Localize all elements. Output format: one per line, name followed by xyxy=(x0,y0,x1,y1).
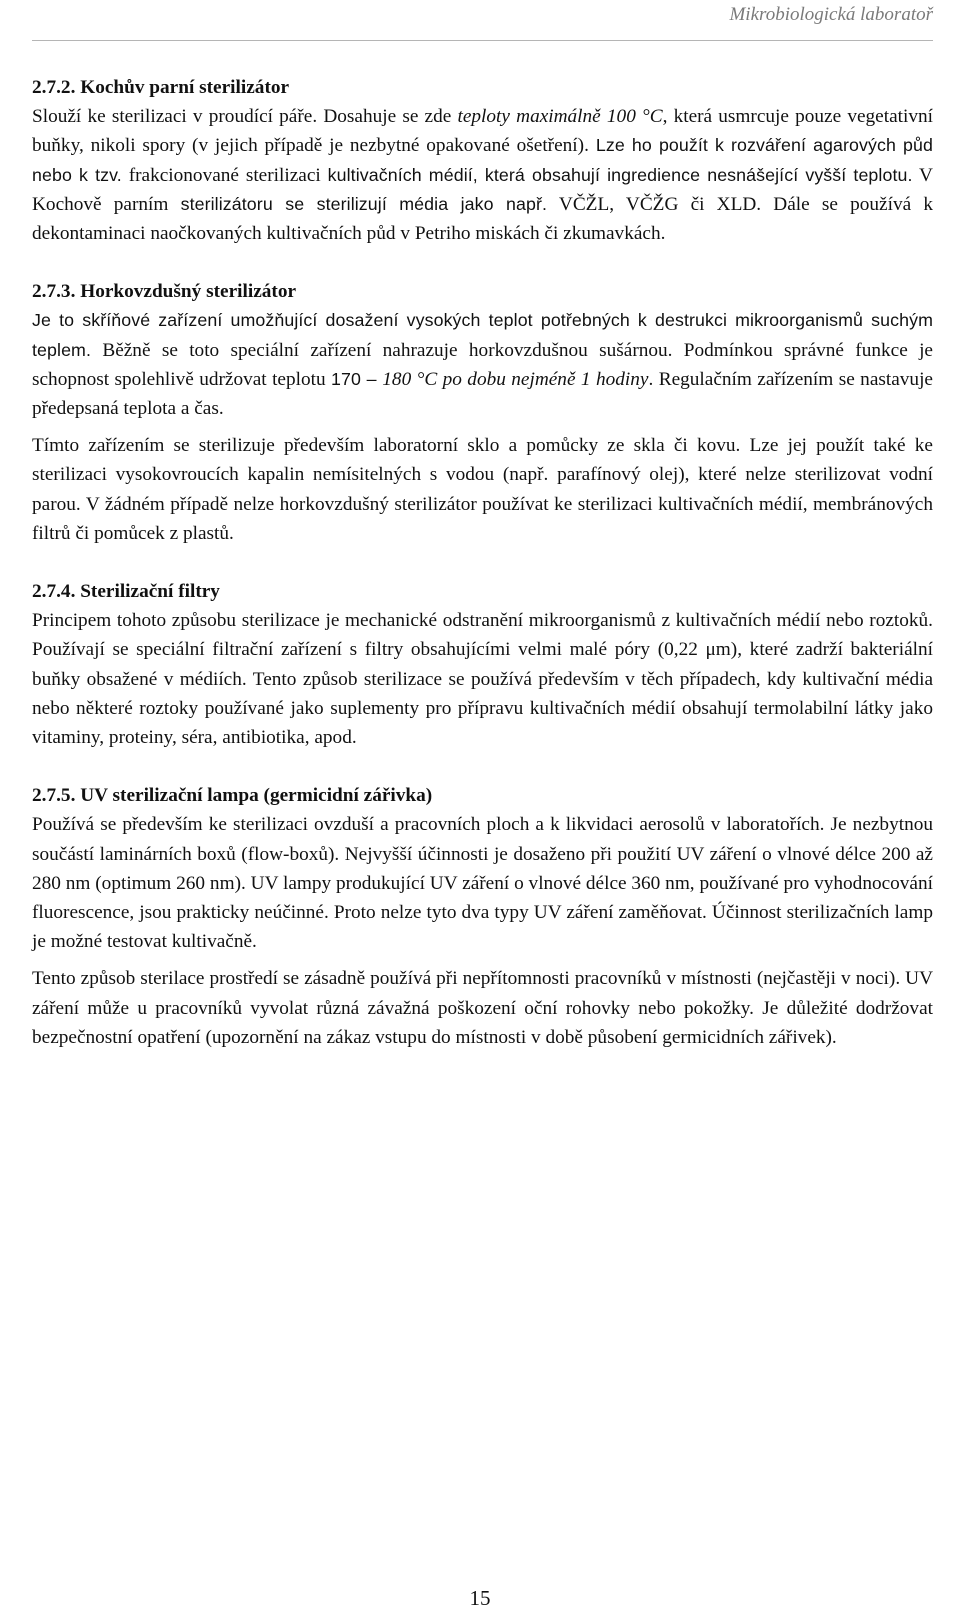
section-horkovzdusny-sterilizator xyxy=(32,277,933,548)
section-uv-lampa xyxy=(32,781,933,1052)
section-paragraph xyxy=(32,102,933,248)
text-run: Slouží ke sterilizaci v proudící páře. Dosahuje se zde xyxy=(32,106,458,128)
page-content xyxy=(32,73,933,1081)
header-title: Mikrobiologická laboratoř xyxy=(729,4,933,25)
text-run: . Regulačním zařízením se nastavuje předepsaná teplota a čas. xyxy=(32,368,933,420)
section-paragraph: Používá se především ke sterilizaci ovzduší a pracovních ploch a k likvidaci aerosolů v laboratořích. Je nezbytnou součástí laminárních boxů (flow-boxů). Nejvyšší účinnosti je dosaženo při použití UV záření o vlnové délce 200 až 280 nm (optimum 260 nm). UV lampy produkující UV záření o vlnové délce 360 nm, používané pro vyhodnocování fluorescence, jsou prakticky neúčinné. Proto nelze tyto dva typy UV záření zaměňovat. Účinnost sterilizačních lamp je možné testovat kultivačně. xyxy=(32,814,933,953)
text-run-sans: 170 – xyxy=(331,368,383,389)
section-heading: 2.7.2. Kochův parní sterilizátor xyxy=(32,77,290,98)
text-run-sans: Je to skříňové zařízení umožňující dosažení vysokých teplot potřebných k destrukci mikroorganismů suchým teplem. xyxy=(32,310,933,360)
text-run: V Kochově parním xyxy=(32,164,933,215)
text-run-italic: 180 °C po dobu nejméně 1 hodiny xyxy=(382,368,649,390)
page-number: 15 xyxy=(469,1586,491,1610)
text-run-sans: kultivačních médií, která obsahují ingredience nesnášející vyšší teplotu. xyxy=(327,164,913,185)
section-sterilizacni-filtry xyxy=(32,577,933,752)
section-heading: 2.7.5. UV sterilizační lampa (germicidní zářivka) xyxy=(32,785,433,807)
text-run: , která usmrcuje pouze vegetativní buňky, nikoli spory (v jejich případě je nezbytné opakované ošetření). xyxy=(32,106,933,157)
text-run: VČŽL, VČŽG či XLD. Dále se používá k dekontaminaci naočkovaných kultivačních půd v Petriho miskách či zkumavkách. xyxy=(32,193,933,245)
section-paragraph xyxy=(32,306,933,423)
section-paragraph: Tento způsob sterilace prostředí se zásadně používá při nepřítomnosti pracovníků v místnosti (nejčastěji v noci). UV záření může u pracovníků vyvolat různá závažná poškození oční rohovky nebo pokožky. Je důležité dodržovat bezpečnostní opatření (upozornění na zákaz vstupu do místnosti v době působení germicidních zářivek). xyxy=(32,968,933,1048)
text-run: Běžně se toto speciální zařízení nahrazuje horkovzdušnou sušárnou. Podmínkou správné funkce je schopnost spolehlivě udržovat teplotu xyxy=(32,339,933,390)
text-run: frakcionované sterilizaci xyxy=(121,164,328,186)
section-kochuv-sterilizator xyxy=(32,73,933,248)
text-run-italic: teploty maximálně 100 °C xyxy=(457,106,663,128)
section-paragraph: Principem tohoto způsobu sterilizace je mechanické odstranění mikroorganismů z kultivačních médií nebo roztoků. Používají se speciální filtrační zařízení s filtry obsahujícími velmi malé póry (0,22 μm), které zadrží bakteriální buňky obsažené v médiích. Tento způsob sterilizace se používá především v těch případech, kdy kultivační média nebo některé roztoky používané jako suplementy pro přípravu kultivačních médií obsahují termolabilní látky jako vitaminy, proteiny, séra, antibiotika, apod. xyxy=(32,610,933,749)
section-paragraph: Tímto zařízením se sterilizuje především laboratorní sklo a pomůcky ze skla či kovu. Lze jej použít také ke sterilizaci vysokovroucích kapalin nemísitelných s vodou (např. parafínový olej), které nelze sterilizovat vodní parou. V žádném případě nelze horkovzdušný sterilizátor používat ke sterilizaci kultivačních médií, membránových filtrů či pomůcek z plastů. xyxy=(32,435,933,544)
text-run-sans: sterilizátoru se sterilizují média jako např. xyxy=(180,193,548,214)
text-run-sans: Lze ho použít k rozváření agarových půd nebo k tzv. xyxy=(32,135,934,185)
page-header xyxy=(32,0,933,41)
section-heading: 2.7.3. Horkovzdušný sterilizátor xyxy=(32,281,297,303)
section-heading: 2.7.4. Sterilizační filtry xyxy=(32,581,220,603)
